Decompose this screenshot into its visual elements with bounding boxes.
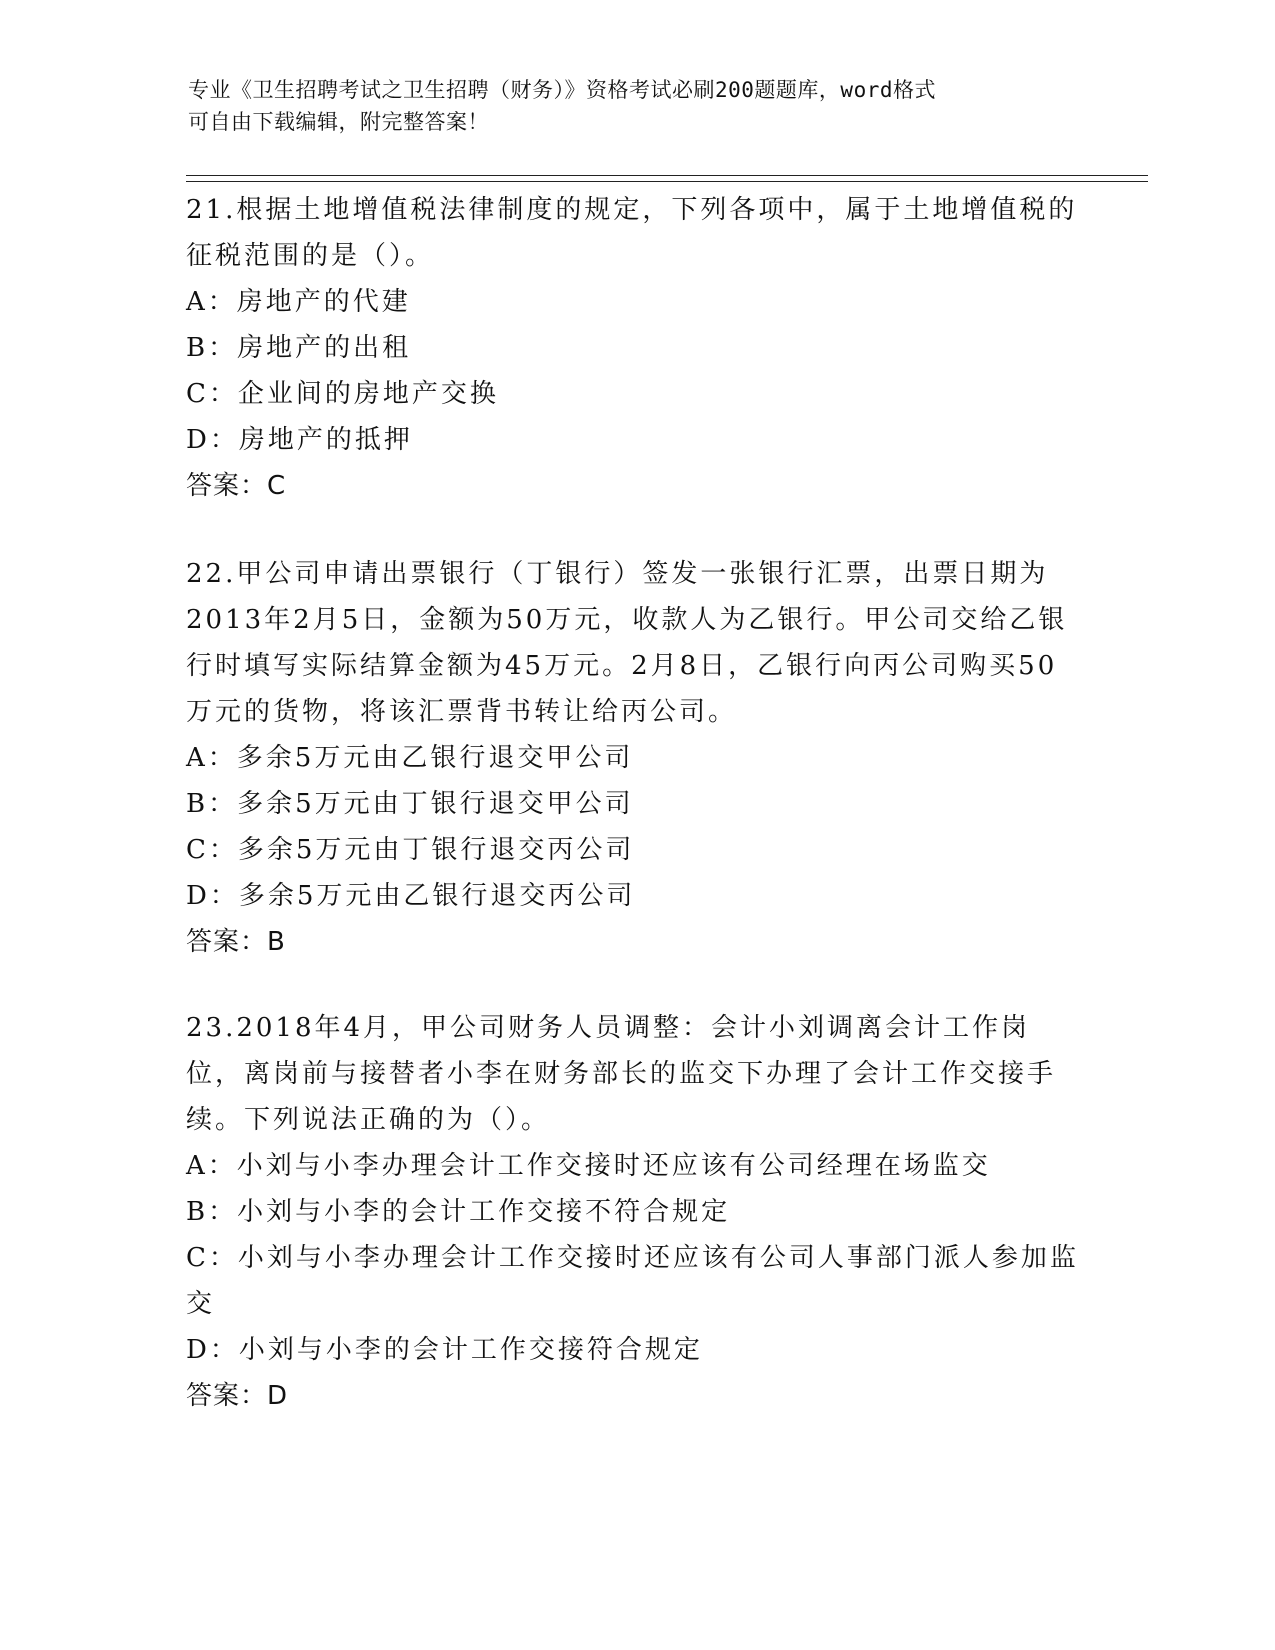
answer: 答案：C: [186, 471, 287, 501]
answer: 答案：B: [186, 927, 286, 957]
question-23: [186, 1005, 1086, 1419]
header-line-2: 可自由下载编辑，附完整答案！: [188, 110, 489, 134]
option-a: A：小刘与小李办理会计工作交接时还应该有公司经理在场监交: [186, 1151, 991, 1181]
option-a: A：房地产的代建: [186, 287, 411, 317]
option-d: D：房地产的抵押: [186, 425, 413, 455]
answer: 答案：D: [186, 1381, 289, 1411]
document-header: [188, 74, 1088, 138]
question-stem: 23.2018年4月，甲公司财务人员调整：会计小刘调离会计工作岗位，离岗前与接替者小李在财务部长的监交下办理了会计工作交接手续。下列说法正确的为（）。: [186, 1013, 1057, 1135]
option-d: D：小刘与小李的会计工作交接符合规定: [186, 1335, 703, 1365]
question-22: [186, 551, 1086, 965]
option-b: B：房地产的出租: [186, 333, 412, 363]
question-stem: 22.甲公司申请出票银行（丁银行）签发一张银行汇票，出票日期为2013年2月5日，金额为50万元，收款人为乙银行。甲公司交给乙银行时填写实际结算金额为45万元。2月8日，乙银行向丙公司购买50万元的货物，将该汇票背书转让给丙公司。: [186, 559, 1068, 727]
question-21: [186, 187, 1086, 509]
option-c: C：企业间的房地产交换: [186, 379, 499, 409]
header-line-1: 专业《卫生招聘考试之卫生招聘（财务）》资格考试必刷200题题库，word格式: [188, 78, 936, 102]
option-c: C：多余5万元由丁银行退交丙公司: [186, 835, 635, 865]
header-divider-top: [186, 175, 1148, 176]
option-b: B：小刘与小李的会计工作交接不符合规定: [186, 1197, 731, 1227]
option-c: C：小刘与小李办理会计工作交接时还应该有公司人事部门派人参加监交: [186, 1243, 1079, 1319]
header-divider-bottom: [186, 181, 1148, 182]
option-b: B：多余5万元由丁银行退交甲公司: [186, 789, 634, 819]
option-d: D：多余5万元由乙银行退交丙公司: [186, 881, 636, 911]
question-stem: 21.根据土地增值税法律制度的规定，下列各项中，属于土地增值税的征税范围的是（）。: [186, 195, 1078, 271]
option-a: A：多余5万元由乙银行退交甲公司: [186, 743, 634, 773]
